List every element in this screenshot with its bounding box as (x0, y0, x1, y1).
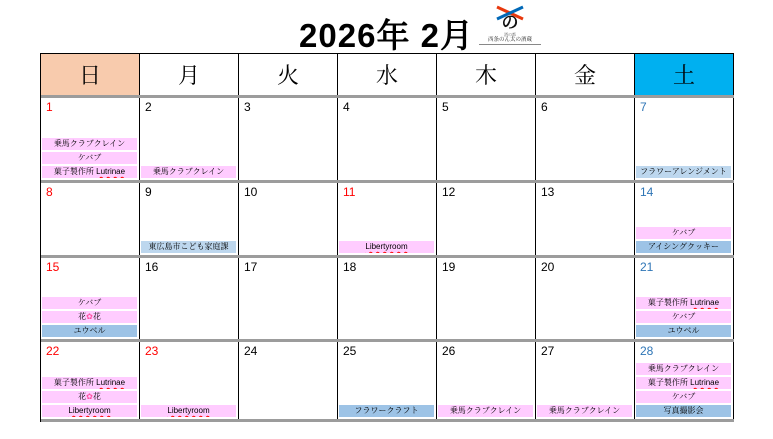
event-list (636, 164, 731, 178)
spellcheck-wavy-text: Lutrinae (96, 378, 126, 387)
day-cell-4 (338, 98, 437, 180)
day-cell-16 (140, 258, 239, 339)
day-cell-19 (437, 258, 536, 339)
spellcheck-wavy-text: Libertyroom (68, 406, 111, 415)
day-number: 1 (46, 100, 53, 114)
event-list (141, 239, 236, 253)
day-cell-10 (239, 183, 338, 255)
event-list (141, 164, 236, 178)
day-number: 18 (343, 260, 357, 274)
day-cell-5 (437, 98, 536, 180)
day-number: 16 (145, 260, 159, 274)
event-list (537, 403, 632, 417)
day-cell-18 (338, 258, 437, 339)
logo-glyph: の (501, 13, 519, 32)
day-cell-26 (437, 342, 536, 419)
calendar-event: ユウベル (636, 325, 731, 337)
event-list (636, 225, 731, 253)
calendar-event: 東広島市こども家庭課 (141, 241, 236, 253)
day-cell-27 (536, 342, 635, 419)
event-list (339, 239, 434, 253)
calendar-event: ケバブ (636, 311, 731, 323)
day-number: 15 (46, 260, 60, 274)
day-cell-23 (140, 342, 239, 419)
weekday-header-2: 火 (239, 54, 338, 95)
calendar-event: 乗馬クラブクレイン (438, 405, 533, 417)
calendar-event: 花✿花 (42, 311, 137, 323)
week-row-4 (41, 342, 734, 422)
event-list (42, 295, 137, 337)
day-number: 14 (640, 185, 654, 199)
calendar-body (41, 98, 734, 422)
weekday-header-row (41, 54, 734, 98)
flower-icon: ✿ (86, 312, 93, 321)
day-cell-8 (41, 183, 140, 255)
day-number: 27 (541, 344, 555, 358)
day-number: 6 (541, 100, 548, 114)
brand-logo (479, 4, 541, 52)
calendar-event: 乗馬クラブクレイン (42, 138, 137, 150)
day-cell-12 (437, 183, 536, 255)
weekday-header-6: 土 (635, 54, 734, 95)
logo-top-text: 酒の都 (504, 32, 516, 37)
event-list (438, 403, 533, 417)
day-cell-1 (41, 98, 140, 180)
event-list (42, 136, 137, 178)
day-number: 24 (244, 344, 258, 358)
calendar-event: 乗馬クラブクレイン (636, 363, 731, 375)
weekday-header-5: 金 (536, 54, 635, 95)
day-number: 2 (145, 100, 152, 114)
calendar-event (339, 241, 434, 253)
week-row-2 (41, 183, 734, 258)
calendar-event: ケバブ (636, 227, 731, 239)
calendar-event: フラワークラフト (339, 405, 434, 417)
event-list (636, 295, 731, 337)
calendar-event: 乗馬クラブクレイン (141, 166, 236, 178)
calendar-event: 乗馬クラブクレイン (537, 405, 632, 417)
calendar-event: 菓子製作所 Lutrinae (42, 377, 137, 389)
calendar-event: ケバブ (42, 297, 137, 309)
day-number: 4 (343, 100, 350, 114)
calendar-grid (40, 53, 734, 422)
day-cell-17 (239, 258, 338, 339)
day-number: 7 (640, 100, 647, 114)
flower-icon: ✿ (86, 392, 93, 401)
event-list (141, 403, 236, 417)
week-row-1 (41, 98, 734, 183)
spellcheck-wavy-text: Lutrinae (690, 378, 720, 387)
spellcheck-wavy-text: Libertyroom (167, 406, 210, 415)
day-number: 3 (244, 100, 251, 114)
weekday-header-1: 月 (140, 54, 239, 95)
day-number: 8 (46, 185, 53, 199)
logo-sub-text: 西条のん太の酒蔵 (479, 37, 541, 45)
calendar-event: 菓子製作所 Lutrinae (636, 297, 731, 309)
weekday-header-3: 水 (338, 54, 437, 95)
day-cell-14 (635, 183, 734, 255)
day-cell-9 (140, 183, 239, 255)
day-cell-28 (635, 342, 734, 419)
day-cell-13 (536, 183, 635, 255)
day-number: 9 (145, 185, 152, 199)
calendar-event: 花✿花 (42, 391, 137, 403)
day-cell-22 (41, 342, 140, 419)
day-number: 21 (640, 260, 654, 274)
event-list (636, 361, 731, 417)
day-cell-21 (635, 258, 734, 339)
day-number: 13 (541, 185, 555, 199)
day-number: 25 (343, 344, 357, 358)
day-cell-2 (140, 98, 239, 180)
weekday-header-4: 木 (437, 54, 536, 95)
calendar-event: 写真撮影会 (636, 405, 731, 417)
day-number: 20 (541, 260, 555, 274)
day-cell-24 (239, 342, 338, 419)
day-cell-25 (338, 342, 437, 419)
event-list (339, 403, 434, 417)
day-cell-20 (536, 258, 635, 339)
day-number: 26 (442, 344, 456, 358)
day-number: 10 (244, 185, 258, 199)
calendar-event (141, 405, 236, 417)
day-number: 23 (145, 344, 159, 358)
day-cell-6 (536, 98, 635, 180)
event-list (42, 375, 137, 417)
calendar-event: ケバブ (636, 391, 731, 403)
day-cell-15 (41, 258, 140, 339)
weekday-header-0: 日 (41, 54, 140, 95)
day-cell-7 (635, 98, 734, 180)
calendar-event (42, 405, 137, 417)
day-number: 11 (343, 185, 356, 199)
calendar-event: ユウベル (42, 325, 137, 337)
day-number: 12 (442, 185, 456, 199)
page-title: 2026年 2月 (299, 17, 474, 54)
week-row-3 (41, 258, 734, 342)
calendar-event: ケバブ (42, 152, 137, 164)
day-number: 22 (46, 344, 60, 358)
spellcheck-wavy-text: Lutrinae (96, 167, 126, 176)
calendar-event: フラワーアレンジメント (636, 166, 731, 178)
calendar-event: 菓子製作所 Lutrinae (636, 377, 731, 389)
calendar-event: 菓子製作所 Lutrinae (42, 166, 137, 178)
spellcheck-wavy-text: Libertyroom (365, 242, 408, 251)
day-cell-11 (338, 183, 437, 255)
day-number: 19 (442, 260, 456, 274)
calendar-event: アイシングクッキー (636, 241, 731, 253)
day-number: 17 (244, 260, 258, 274)
day-number: 5 (442, 100, 449, 114)
spellcheck-wavy-text: Lutrinae (690, 298, 720, 307)
day-number: 28 (640, 344, 654, 358)
day-cell-3 (239, 98, 338, 180)
